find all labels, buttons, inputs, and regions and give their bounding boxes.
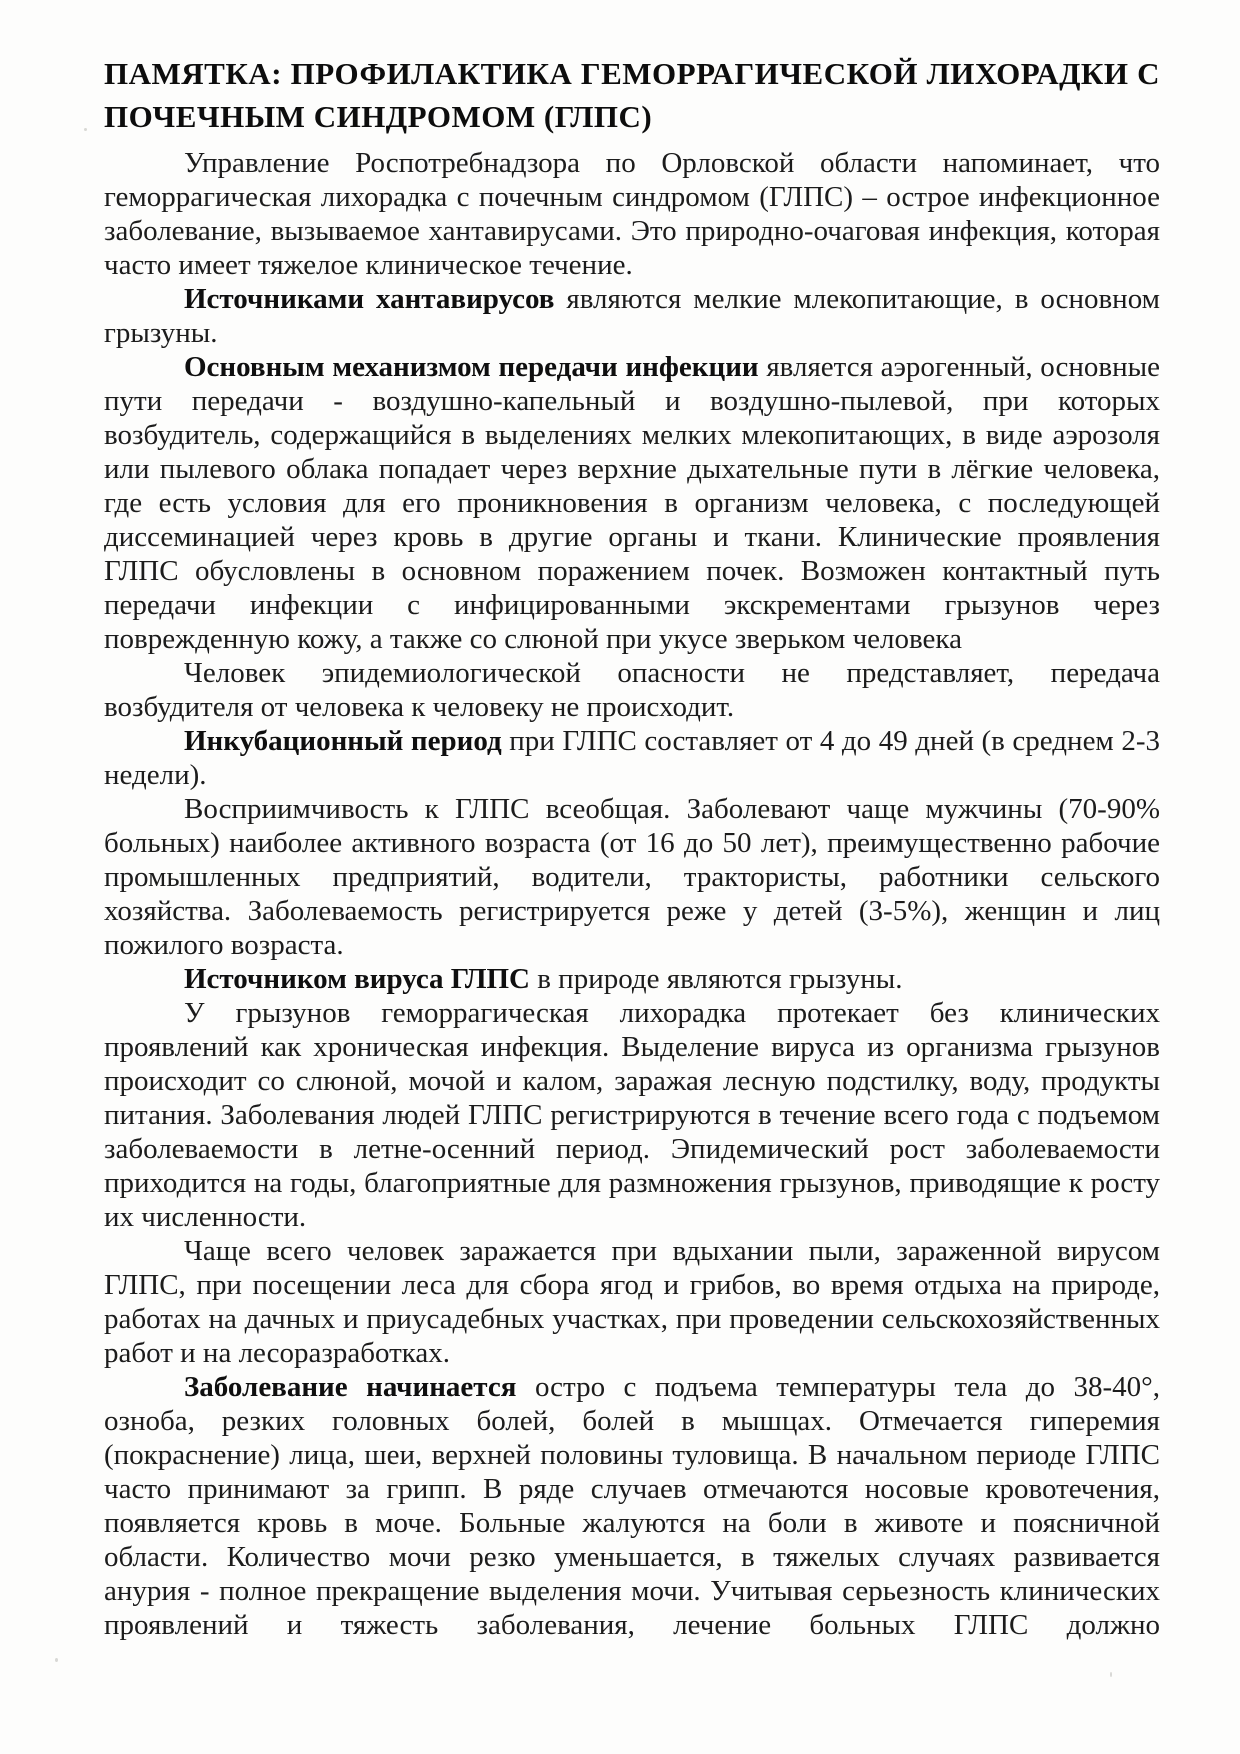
paragraph-text: Управление Роспотребнадзора по Орловской области напоминает, что геморрагическая лихорадка с почечным синдромом (ГЛПС) – острое инфекционное заболевание, вызываемое хантавирусами. Это природно-очаговая инфекция, которая часто имеет тяжелое клиническое течение. bbox=[104, 147, 1160, 281]
paragraph bbox=[104, 792, 1160, 962]
title-line-1: ПАМЯТКА: ПРОФИЛАКТИКА ГЕМОРРАГИЧЕСКОЙ ЛИХОРАДКИ С bbox=[104, 56, 1160, 91]
scan-speck bbox=[1110, 1672, 1112, 1677]
paragraph bbox=[104, 962, 1160, 996]
paragraph bbox=[104, 656, 1160, 724]
paragraph-text: являются мелкие млекопитающие, в основном грызуны. bbox=[104, 283, 1160, 349]
paragraph-lead: Источниками хантавирусов bbox=[184, 283, 555, 315]
paragraph-lead: Основным механизмом передачи инфекции bbox=[184, 351, 759, 383]
paragraph-lead: Инкубационный период bbox=[184, 725, 502, 757]
paragraph bbox=[104, 350, 1160, 656]
paragraph-lead: Заболевание начинается bbox=[184, 1371, 517, 1403]
paragraph-text: Восприимчивость к ГЛПС всеобщая. Заболевают чаще мужчины (70-90% больных) наиболее активного возраста (от 16 до 50 лет), преимущественно рабочие промышленных предприятий, водители, трактористы, работники сельского хозяйства. Заболеваемость регистрируется реже у детей (3-5%), женщин и лиц пожилого возраста. bbox=[104, 793, 1160, 961]
paragraph-text: является аэрогенный, основные пути передачи - воздушно-капельный и воздушно-пылевой, при которых возбудитель, содержащийся в выделениях мелких млекопитающих, в виде аэрозоля или пылевого облака попадает через верхние дыхательные пути в лёгкие человека, где есть условия для его проникновения в организм человека, с последующей диссеминацией через кровь в другие органы и ткани. Клинические проявления ГЛПС обусловлены в основном поражением почек. Возможен контактный путь передачи инфекции с инфицированными экскрементами грызунов через поврежденную кожу, а также со слюной при укусе зверьком человека bbox=[104, 351, 1160, 655]
title-line-2: ПОЧЕЧНЫМ СИНДРОМОМ (ГЛПС) bbox=[104, 99, 653, 134]
scan-speck bbox=[55, 1658, 58, 1662]
paragraph bbox=[104, 724, 1160, 792]
paragraph bbox=[104, 1234, 1160, 1370]
scan-speck bbox=[84, 128, 87, 131]
paragraph-text: остро с подъема температуры тела до 38-40°, озноба, резких головных болей, болей в мышцах. Отмечается гиперемия (покраснение) лица, шеи, верхней половины туловища. В начальном периоде ГЛПС часто принимают за грипп. В ряде случаев отмечаются носовые кровотечения, появляется кровь в моче. Больные жалуются на боли в животе и поясничной области. Количество мочи резко уменьшается, в тяжелых случаях развивается анурия - полное прекращение выделения мочи. Учитывая серьезность клинических проявлений и тяжесть заболевания, лечение больных ГЛПС должно bbox=[104, 1371, 1160, 1641]
paragraph bbox=[104, 1370, 1160, 1642]
paragraph bbox=[104, 996, 1160, 1234]
paragraph-text: в природе являются грызуны. bbox=[529, 963, 903, 995]
document-title bbox=[104, 52, 1160, 138]
paragraph bbox=[104, 146, 1160, 282]
paragraph-text: У грызунов геморрагическая лихорадка протекает без клинических проявлений как хроническая инфекция. Выделение вируса из организма грызунов происходит со слюной, мочой и калом, заражая лесную подстилку, воду, продукты питания. Заболевания людей ГЛПС регистрируются в течение всего года с подъемом заболеваемости в летне-осенний период. Эпидемический рост заболеваемости приходится на годы, благоприятные для размножения грызунов, приводящие к росту их численности. bbox=[104, 997, 1160, 1233]
paragraph-text: Чаще всего человек заражается при вдыхании пыли, зараженной вирусом ГЛПС, при посещении леса для сбора ягод и грибов, во время отдыха на природе, работах на дачных и приусадебных участках, при проведении сельскохозяйственных работ и на лесоразработках. bbox=[104, 1235, 1160, 1369]
paragraph-text: Человек эпидемиологической опасности не представляет, передача возбудителя от человека к человеку не происходит. bbox=[104, 657, 1160, 723]
paragraph-lead: Источником вируса ГЛПС bbox=[184, 963, 530, 995]
paragraph bbox=[104, 282, 1160, 350]
document-body bbox=[104, 146, 1160, 1642]
paragraph-text: при ГЛПС составляет от 4 до 49 дней (в среднем 2-3 недели). bbox=[104, 725, 1161, 791]
